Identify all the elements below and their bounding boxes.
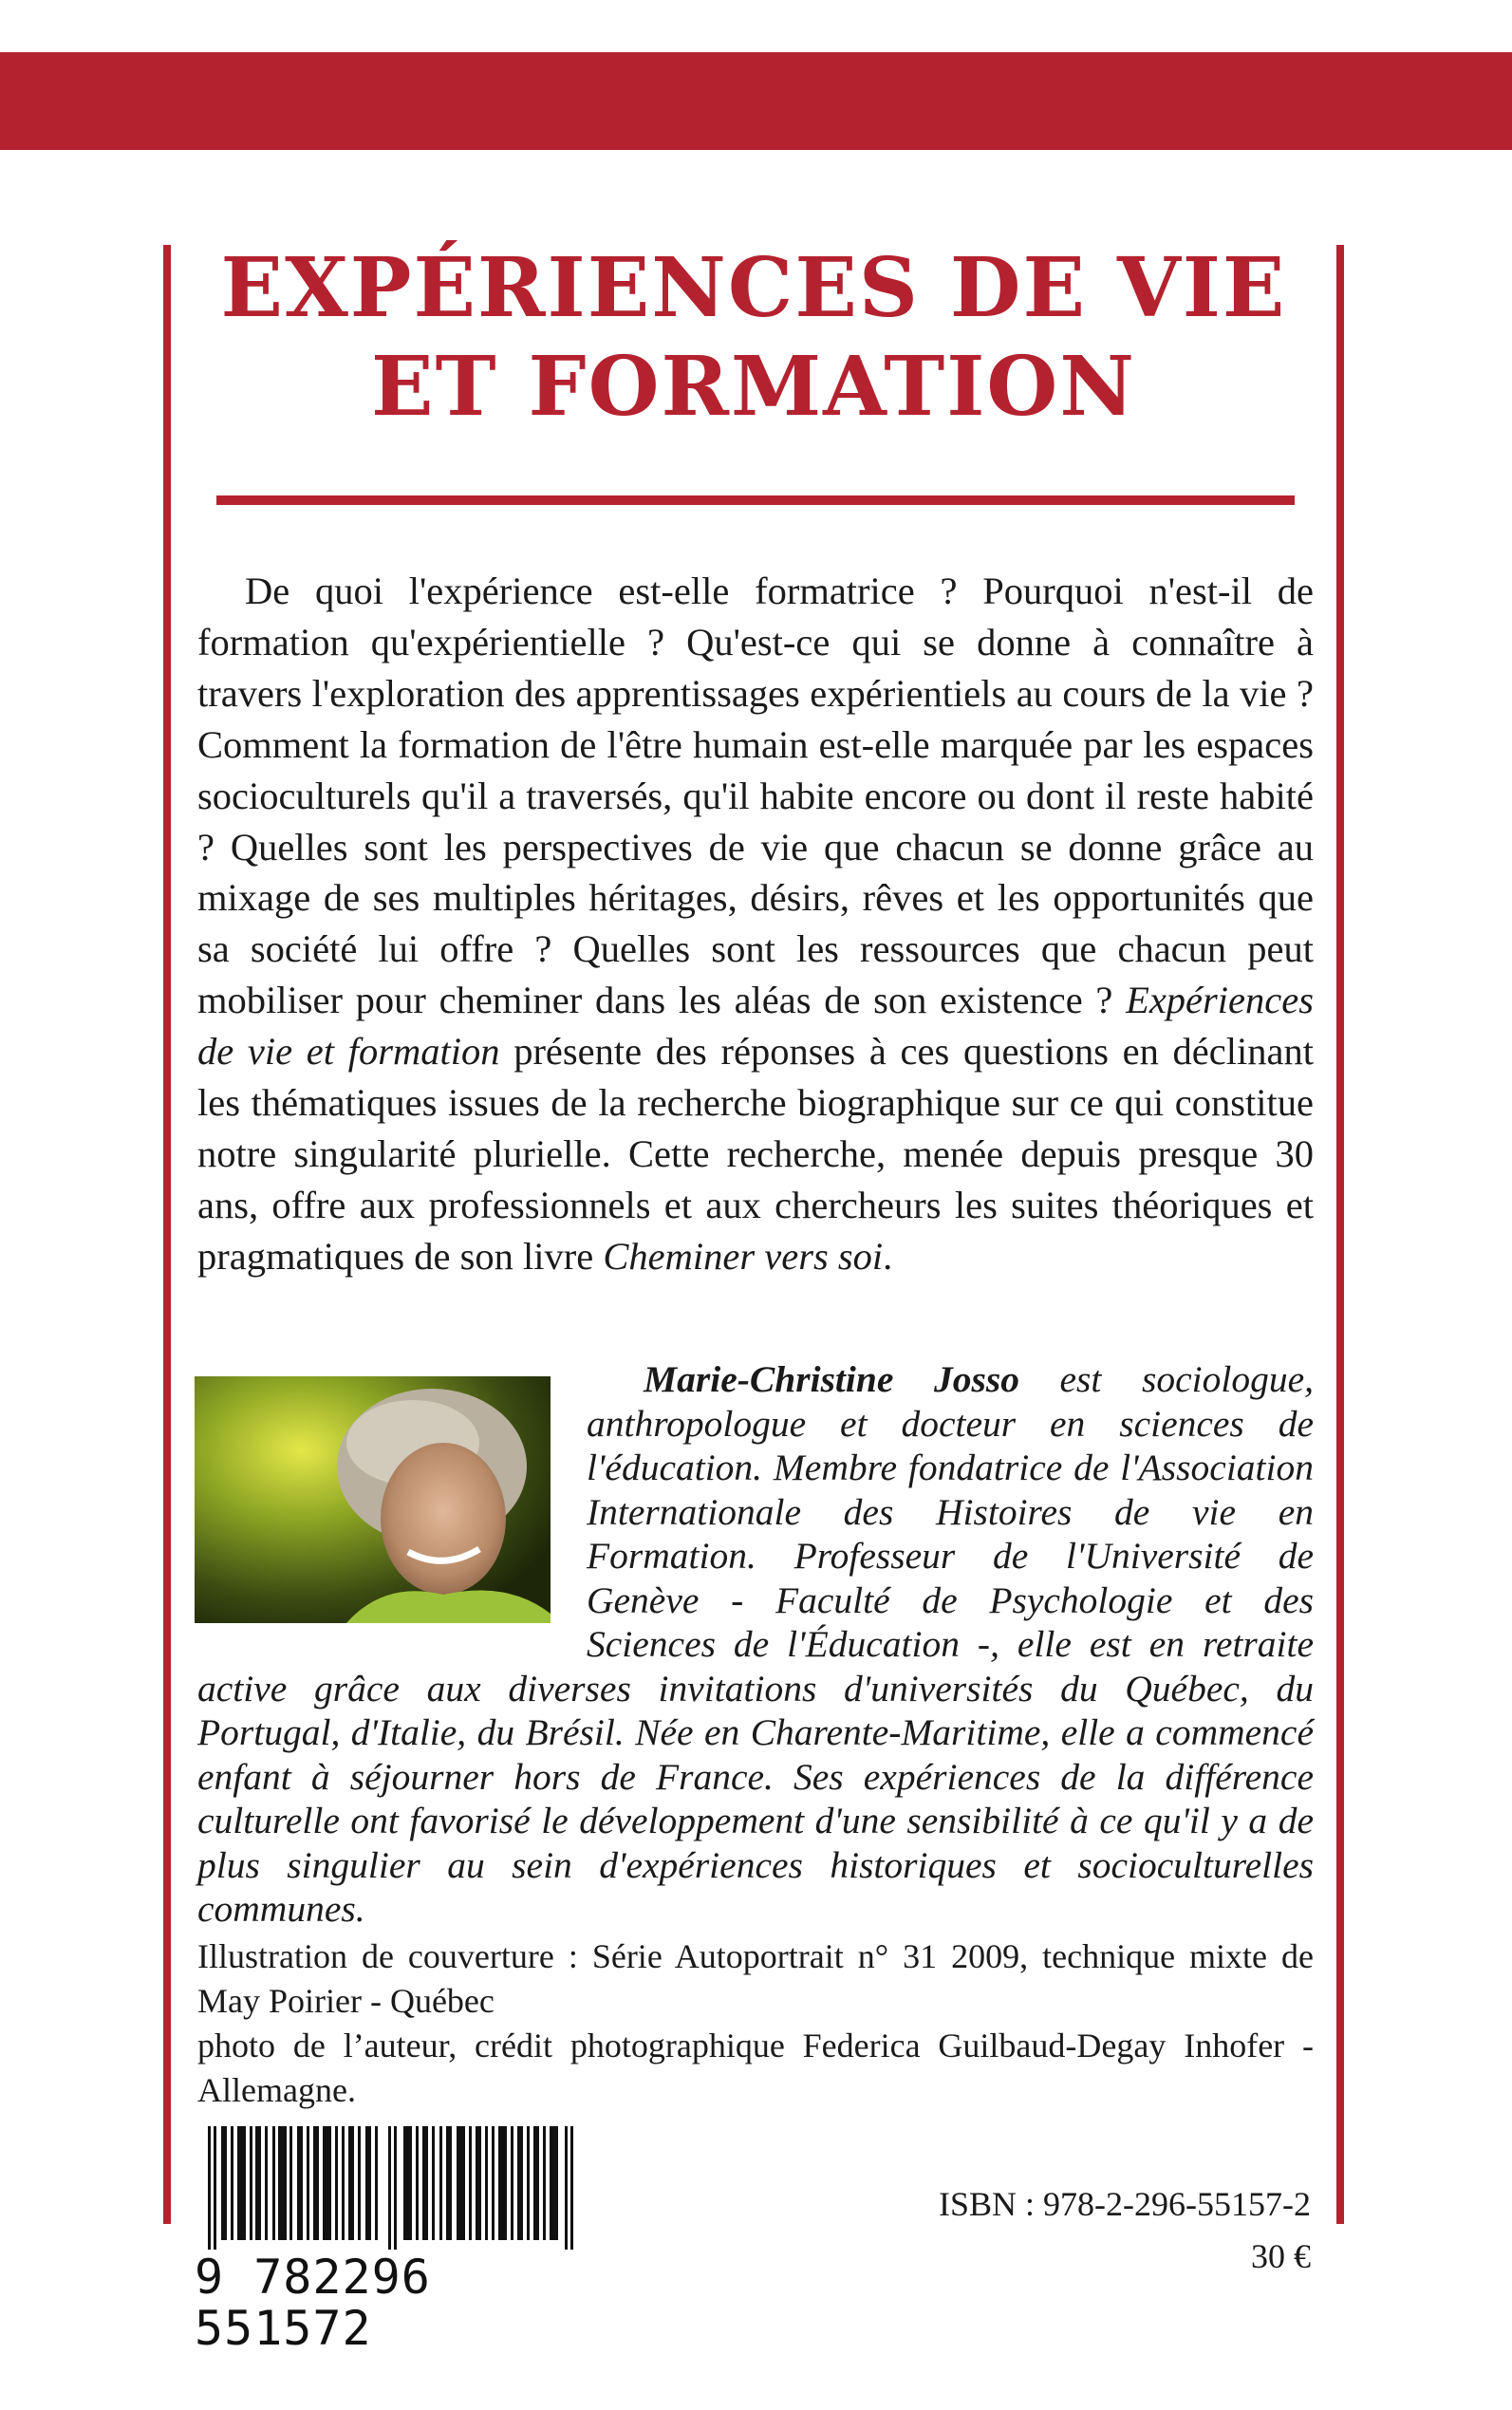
blurb-text-part-2: présente des réponses à ces questions en déclinant les thématiques issues de la recherche biographique sur ce qui constitue notre singularité plurielle. Cette recherche, menée depuis presque 30 ans, offre aux professionnels et aux chercheurs les suites théoriques et pragmatiques de son livre bbox=[197, 1030, 1314, 1278]
illustration-credit: Illustration de couverture : Série Autoportrait n° 31 2009, technique mixte de May Poirier - Québec bbox=[197, 1937, 1314, 2020]
top-color-band bbox=[0, 52, 1512, 150]
title-line-1: EXPÉRIENCES DE VIE bbox=[220, 240, 1287, 336]
barcode-bars bbox=[208, 2126, 573, 2250]
author-bio-text: est sociologue, anthropologue et docteur en sciences de l'éducation. Membre fondatrice de l'Association Internationale des Histoires de vie en Formation. Professeur de l'Université de Genève - Faculté de Psychologie et des Sciences de l'Éducation -, elle est en retraite active grâce aux diverses invitations d'universités du Québec, du Portugal, d'Italie, du Brésil. Née en Charente-Maritime, elle a commencé enfant à séjourner hors de France. Ses expériences de la différence culturelle ont favorisé le développement d'une sensibilité à ce qu'il y a de plus singulier au sein d'expériences historiques et socioculturelles communes. bbox=[197, 1358, 1314, 1930]
blurb-book-title: Expériences de vie et formation bbox=[197, 979, 1314, 1074]
price: 30 € bbox=[1251, 2237, 1311, 2275]
isbn-barcode bbox=[195, 2126, 603, 2250]
back-cover-blurb bbox=[197, 566, 1314, 1282]
right-border-line bbox=[1336, 245, 1344, 2224]
photo-spacer bbox=[197, 1357, 587, 1628]
blurb-text-end: . bbox=[883, 1234, 893, 1278]
credits bbox=[197, 1934, 1314, 2113]
book-title bbox=[171, 239, 1336, 437]
isbn-number: ISBN : 978-2-296-55157-2 bbox=[939, 2185, 1311, 2223]
title-line-2: ET FORMATION bbox=[371, 339, 1136, 435]
title-underline-rule bbox=[216, 495, 1295, 505]
left-border-line bbox=[163, 245, 171, 2224]
author-biography bbox=[197, 1357, 1314, 1932]
barcode-digits: 9 782296 551572 bbox=[195, 2250, 431, 2356]
blurb-text-part-1: De quoi l'expérience est-elle formatrice ? Pourquoi n'est-il de formation qu'expérientielle ? Qu'est-ce qui se donne à connaître à travers l'exploration des apprentissages expérientiels au cours de la vie ? Comment la formation de l'être humain est-elle marquée par les espaces socioculturels qu'il a traversés, qu'il habite encore ou dont il reste habité ? Quelles sont les perspectives de vie que chacun se donne grâce au mixage de ses multiples héritages, désirs, rêves et les opportunités que sa société lui offre ? Quelles sont les ressources que chacun peut mobiliser pour cheminer dans les aléas de son existence ? bbox=[197, 570, 1314, 1022]
author-name: Marie-Christine Josso bbox=[644, 1358, 1019, 1400]
blurb-previous-book: Cheminer vers soi bbox=[603, 1234, 884, 1278]
photo-credit: photo de l’auteur, crédit photographique Federica Guilbaud-Degay Inhofer - Allemagne. bbox=[197, 2027, 1314, 2109]
